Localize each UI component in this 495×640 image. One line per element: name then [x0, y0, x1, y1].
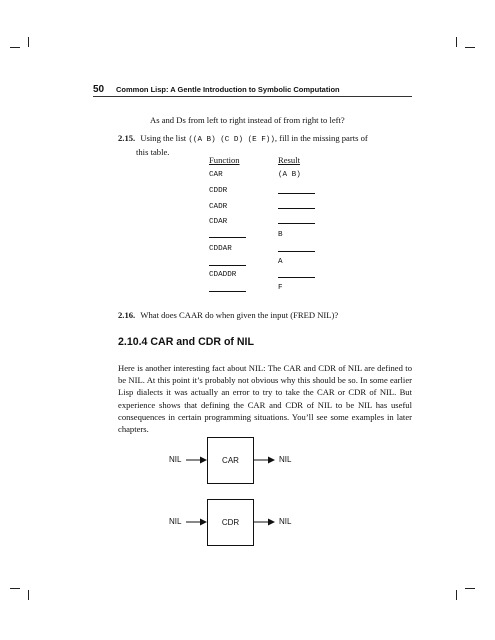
- exercise-text: Using the list: [140, 133, 189, 143]
- function-box-cdr: CDR: [207, 499, 254, 546]
- column-header-result: Result: [278, 155, 300, 165]
- diagram-input-label: NIL: [169, 517, 182, 526]
- list-literal: ((A B) (C D) (E F)): [188, 136, 275, 144]
- exercise-number: 2.16.: [118, 310, 136, 320]
- function-box-car: CAR: [207, 437, 254, 484]
- exercise-number: 2.15.: [118, 133, 136, 143]
- result-cell: (A B): [278, 171, 301, 179]
- running-title: Common Lisp: A Gentle Introduction to Symbolic Computation: [116, 85, 340, 94]
- function-cell: CAR: [209, 171, 223, 179]
- exercise-text-after: , fill in the missing parts of: [274, 133, 368, 143]
- diagram-output-label: NIL: [279, 455, 292, 464]
- function-cell: CDADDR: [209, 271, 237, 279]
- column-header-function: Function: [209, 155, 240, 165]
- exercise-text: What does CAAR do when given the input (FRED NIL)?: [140, 310, 339, 320]
- result-cell: F: [278, 284, 283, 292]
- result-cell: B: [278, 231, 283, 239]
- section-title: 2.10.4 CAR and CDR of NIL: [118, 336, 254, 348]
- intro-line: As and Ds from left to right instead of from right to left?: [150, 115, 345, 125]
- function-cell: CADR: [209, 203, 228, 211]
- exercise-text-line2: this table.: [136, 147, 170, 158]
- function-cell: CDDR: [209, 187, 228, 195]
- result-cell: A: [278, 258, 283, 266]
- function-cell: CDDAR: [209, 245, 232, 253]
- diagram-output-label: NIL: [279, 517, 292, 526]
- page-number: 50: [93, 84, 105, 95]
- function-cell: CDAR: [209, 218, 228, 226]
- section-paragraph: Here is another interesting fact about NIL: The CAR and CDR of NIL are defined to be NIL. At this point it’s probably not obvious why this should be so. In some earlier Lisp dialects it was actually an error to try to take the CAR or CDR of NIL. But experience shows that defining the CAR and CDR of NIL to be NIL has useful consequences in certain programming situations. You’ll see some examples in later chapters.: [118, 363, 412, 435]
- diagram-input-label: NIL: [169, 455, 182, 464]
